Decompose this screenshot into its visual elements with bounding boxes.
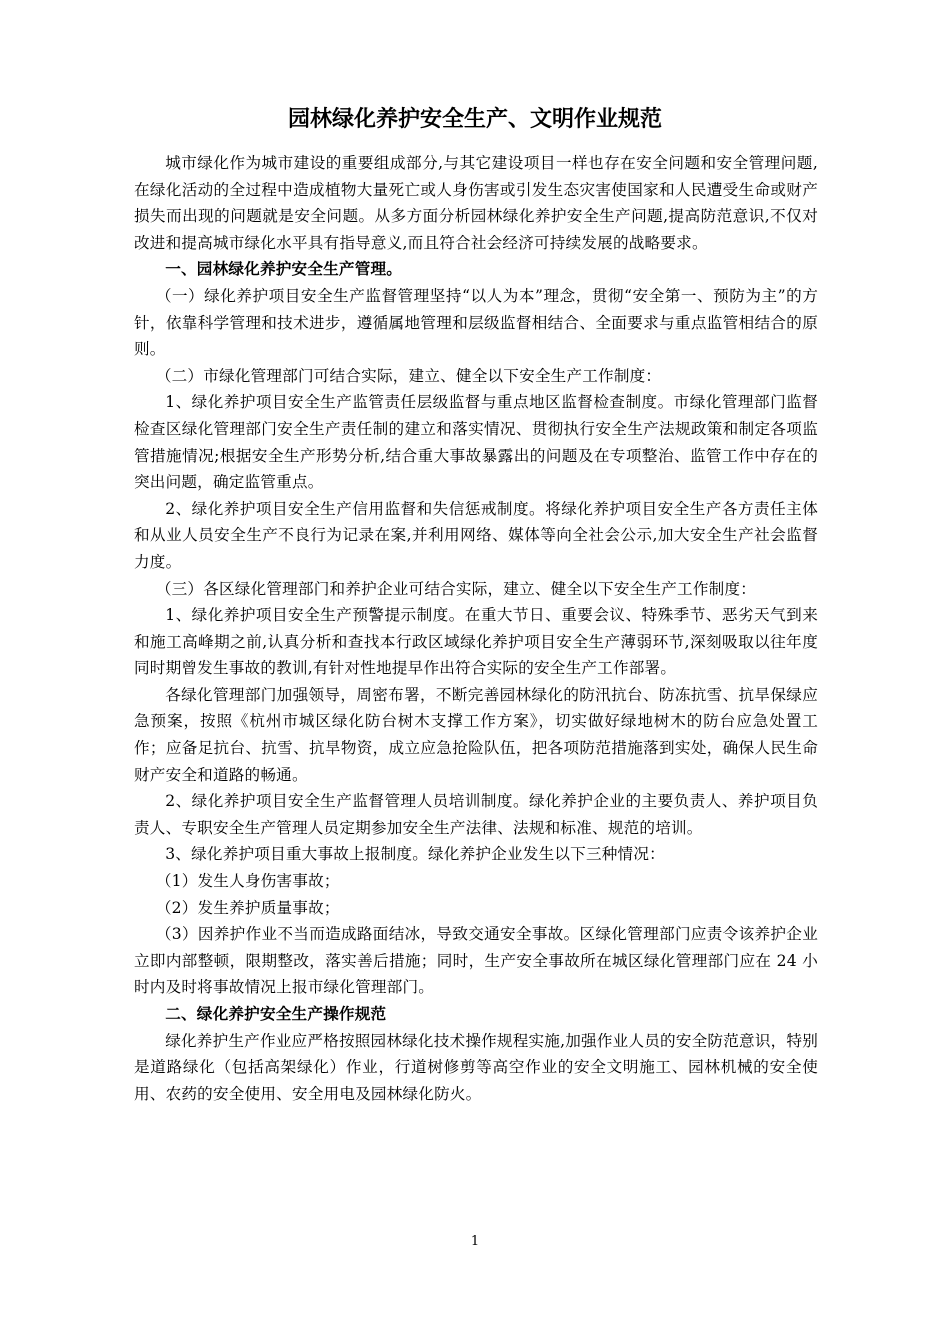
subsection-2-paragraph: （二）市绿化管理部门可结合实际，建立、健全以下安全生产工作制度： bbox=[155, 366, 662, 385]
rule-paragraph: 2、绿化养护项目安全生产监督管理人员培训制度。绿化养护企业的主要负责人、养护项目负责人、专职安全生产管理人员定期参加安全生产法律、法规和标准、规范的培训。 bbox=[134, 792, 818, 837]
emergency-paragraph: 各绿化管理部门加强领导，周密布署，不断完善园林绿化的防汛抗台、防冻抗雪、抗旱保绿应急预案，按照《杭州市城区绿化防台树木支撑工作方案》，切实做好绿地树木的防台应急处置工作；应备足抗台、抗雪、抗旱物资，成立应急抢险队伍，把各项防范措施落到实处，确保人民生命财产安全和道路的畅通。 bbox=[134, 685, 818, 784]
rule-paragraph: 3、绿化养护项目重大事故上报制度。绿化养护企业发生以下三种情况： bbox=[165, 845, 665, 864]
rule-paragraph: 1、绿化养护项目安全生产监管责任层级监督与重点地区监督检查制度。市绿化管理部门监督检查区绿化管理部门安全生产责任制的建立和落实情况、贯彻执行安全生产法规政策和制定各项监管措施情况;根据安全生产形势分析,结合重大事故暴露出的问题及在专项整治、监管工作中存在的突出问题，确定监管重点。 bbox=[134, 393, 818, 492]
page-number: 1 bbox=[470, 1234, 480, 1249]
section-heading-2: 二、绿化养护安全生产操作规范 bbox=[165, 1004, 387, 1023]
operation-paragraph: 绿化养护生产作业应严格按照园林绿化技术操作规程实施,加强作业人员的安全防范意识，特别是道路绿化（包括高架绿化）作业，行道树修剪等高空作业的安全文明施工、园林机械的安全使用、农药的安全使用、安全用电及园林绿化防火。 bbox=[134, 1031, 818, 1103]
list-item: （2）发生养护质量事故； bbox=[155, 898, 340, 917]
subsection-1-paragraph: （一）绿化养护项目安全生产监督管理坚持“以人为本”理念，贯彻“安全第一、预防为主”的方针，依靠科学管理和技术进步，遵循属地管理和层级监督相结合、全面要求与重点监管相结合的原则。 bbox=[134, 286, 818, 359]
document-body bbox=[134, 150, 818, 1107]
rule-paragraph: 1、绿化养护项目安全生产预警提示制度。在重大节日、重要会议、特殊季节、恶劣天气到来和施工高峰期之前,认真分析和查找本行政区域绿化养护项目安全生产薄弱环节,深刻吸取以往年度同时期曾发生事故的教训,有针对性地提早作出符合实际的安全生产工作部署。 bbox=[134, 606, 818, 678]
intro-paragraph: 城市绿化作为城市建设的重要组成部分,与其它建设项目一样也存在安全问题和安全管理问题,在绿化活动的全过程中造成植物大量死亡或人身伤害或引发生态灾害使国家和人民遭受生命或财产损失而出现的问题就是安全问题。从多方面分析园林绿化养护安全生产问题,提高防范意识,不仅对改进和提高城市绿化水平具有指导意义,而且符合社会经济可持续发展的战略要求。 bbox=[134, 154, 818, 252]
section-heading-1: 一、园林绿化养护安全生产管理。 bbox=[165, 259, 403, 279]
rule-paragraph: 2、绿化养护项目安全生产信用监督和失信惩戒制度。将绿化养护项目安全生产各方责任主体和从业人员安全生产不良行为记录在案,并利用网络、媒体等向全社会公示,加大安全生产社会监督力度。 bbox=[134, 499, 818, 571]
subsection-3-paragraph: （三）各区绿化管理部门和养护企业可结合实际，建立、健全以下安全生产工作制度： bbox=[155, 579, 756, 598]
list-item: （1）发生人身伤害事故； bbox=[155, 872, 340, 891]
document-title: 园林绿化养护安全生产、文明作业规范 bbox=[287, 106, 662, 132]
list-item: （3）因养护作业不当而造成路面结冰，导致交通安全事故。区绿化管理部门应责令该养护企业立即内部整顿，限期整改，落实善后措施；同时，生产安全事故所在城区绿化管理部门应在 24 小时内及时将事故情况上报市绿化管理部门。 bbox=[134, 925, 818, 997]
